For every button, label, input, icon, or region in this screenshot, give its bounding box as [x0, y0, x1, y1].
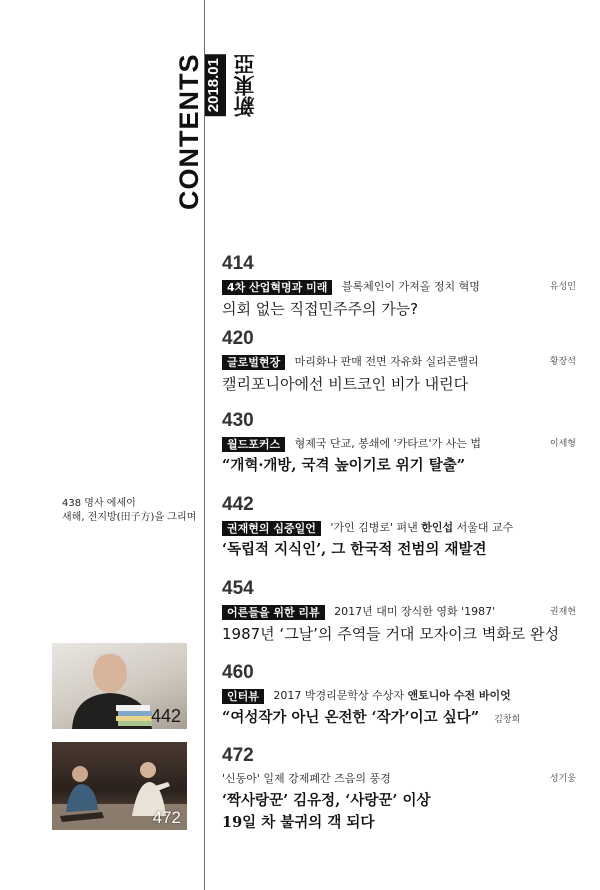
essay-page: 438	[62, 498, 82, 509]
entry-meta	[222, 603, 590, 621]
category-badge: 글로벌현장	[222, 355, 285, 370]
toc-entry-414[interactable]	[222, 253, 590, 320]
entry-subtitle-highlight: 한인섭	[421, 521, 454, 534]
category-badge: 월드포커스	[222, 437, 285, 452]
toc-entry-442[interactable]	[222, 494, 590, 561]
entry-subtitle-suffix: 서울대 교수	[456, 521, 514, 534]
page-number: 472	[222, 745, 254, 766]
entry-subtitle: '신동아' 일제 강제폐간 즈음의 풍경	[222, 772, 391, 785]
entry-meta	[222, 278, 590, 296]
page-number: 414	[222, 253, 254, 274]
toc-entry-460[interactable]	[222, 662, 590, 731]
toc-entry-420[interactable]	[222, 328, 590, 395]
entry-author: 권재현	[549, 607, 576, 617]
essay-label: 명사 에세이	[84, 498, 136, 509]
photo-page-number: 472	[152, 808, 181, 827]
category-badge: 권재현의 심중일언	[222, 521, 321, 536]
entry-meta	[222, 353, 590, 371]
photo-stage[interactable]	[52, 742, 187, 830]
entry-subtitle-prefix: 2017 박경리문학상 수상자	[273, 689, 405, 702]
entry-meta	[222, 435, 590, 453]
essay-entry[interactable]	[62, 497, 202, 525]
entry-author: 김창희	[494, 715, 521, 725]
category-badge: 어른들을 위한 리뷰	[222, 605, 325, 620]
entry-subtitle-prefix: '가인 김병로' 펴낸	[330, 521, 418, 534]
entry-title: 캘리포니아에선 비트코인 비가 내린다	[222, 375, 469, 393]
entry-title: “개혁·개방, 국격 높이기로 위기 탈출”	[222, 457, 466, 474]
masthead	[174, 40, 264, 215]
page-number: 420	[222, 328, 254, 349]
essay-title: 새해, 전지방(田子方)을 그리며	[62, 512, 197, 523]
entry-subtitle-highlight: 앤토니아 수전 바이엇	[407, 689, 511, 702]
entry-author: 유성민	[549, 282, 576, 292]
photo-page-number: 442	[150, 706, 181, 726]
entry-subtitle: 형제국 단교, 봉쇄에 '카타르'가 사는 법	[294, 437, 482, 450]
entry-title-text: “여성작가 아닌 온전한 ‘작가’이고 싶다”	[222, 709, 480, 726]
entry-title: 1987년 ‘그날’의 주역들 거대 모자이크 벽화로 완성	[222, 625, 560, 643]
entry-title-line2: 19일 차 불귀의 객 되다	[222, 814, 375, 831]
entry-author: 황장석	[549, 357, 576, 367]
entry-meta	[222, 770, 590, 788]
toc-entry-430[interactable]	[222, 410, 590, 477]
issue-date: 2018.01	[205, 54, 226, 116]
page-number: 460	[222, 662, 254, 683]
toc-entry-472[interactable]	[222, 745, 590, 834]
page-number: 442	[222, 494, 254, 515]
category-badge: 인터뷰	[222, 689, 264, 704]
toc-entry-454[interactable]	[222, 578, 590, 645]
entry-title: ‘짝사랑꾼’ 김유정, ‘사랑꾼’ 이상	[222, 792, 431, 809]
entry-meta	[222, 687, 590, 705]
entry-author: 이세형	[549, 439, 576, 449]
magazine-logo: 新東亞	[232, 54, 257, 117]
entry-title	[222, 707, 590, 731]
entry-author: 성기웅	[549, 774, 576, 784]
entry-title: ‘독립적 지식인’, 그 한국적 전범의 재발견	[222, 541, 487, 558]
entry-subtitle: 블록체인이 가져올 정치 혁명	[341, 280, 480, 293]
entry-meta	[222, 519, 590, 537]
photo-portrait[interactable]	[52, 643, 187, 729]
entry-subtitle: 2017년 대미 장식한 영화 '1987'	[334, 605, 496, 618]
entry-subtitle: 마리화나 판매 전면 자유화 실리콘밸리	[294, 355, 479, 368]
page-number: 430	[222, 410, 254, 431]
entry-title: 의회 없는 직접민주주의 가능?	[222, 300, 419, 318]
category-badge: 4차 산업혁명과 미래	[222, 280, 332, 295]
contents-heading: CONTENTS	[174, 53, 204, 210]
page-number: 454	[222, 578, 254, 599]
